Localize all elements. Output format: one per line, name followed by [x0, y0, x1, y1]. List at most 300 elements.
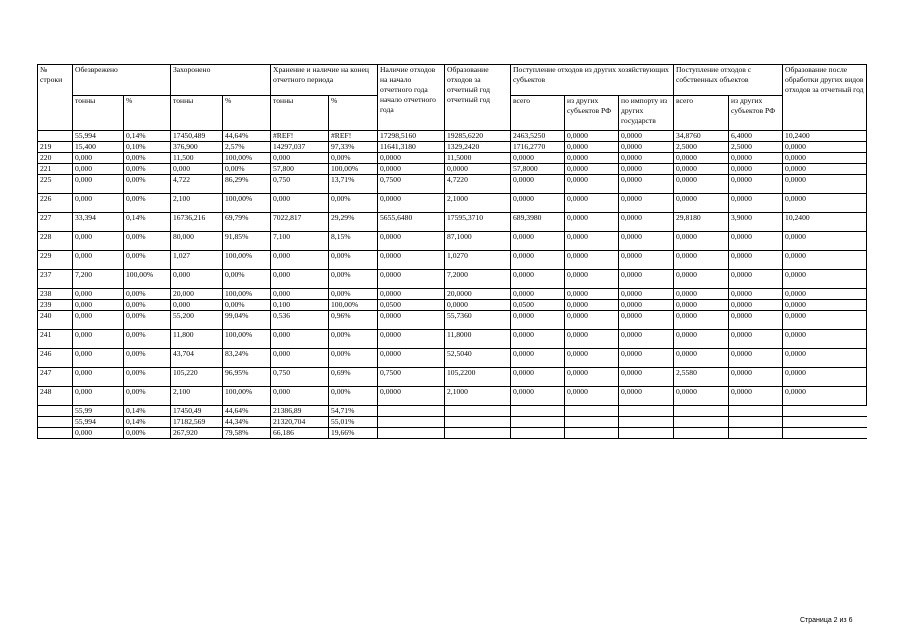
table-cell: 0,0000 — [783, 141, 867, 152]
table-row — [38, 141, 867, 152]
header-received-own: Поступление отходов с собственных объектов — [674, 65, 783, 96]
table-cell: 0,0000 — [674, 193, 729, 212]
table-cell: 0,00% — [124, 310, 171, 329]
table-cell: 0,0000 — [619, 250, 674, 269]
table-cell: 21320,704 — [271, 416, 329, 427]
table-cell: 0,14% — [124, 130, 171, 141]
table-cell: 0,00% — [329, 269, 378, 288]
table-cell: 55,7360 — [445, 310, 511, 329]
table-cell: 100,00% — [223, 288, 271, 299]
table-cell: 0,00% — [124, 367, 171, 386]
table-cell: 0,000 — [271, 329, 329, 348]
table-cell: 0,0000 — [511, 386, 565, 405]
table-cell: 55,01% — [329, 416, 378, 427]
table-cell: 221 — [38, 163, 73, 174]
table-cell: 0,0000 — [378, 348, 445, 367]
table-cell: 0,14% — [124, 416, 171, 427]
table-cell: 0,10% — [124, 141, 171, 152]
table-cell: 0,00% — [124, 163, 171, 174]
table-cell: 0,000 — [271, 250, 329, 269]
table-cell: 17182,569 — [171, 416, 223, 427]
table-cell: 0,000 — [73, 174, 124, 193]
table-cell: 0,0500 — [511, 299, 565, 310]
table-cell: 17450,489 — [171, 130, 223, 141]
header-buried-tonnes: тонны — [171, 95, 223, 130]
header-row-2 — [38, 95, 867, 130]
table-cell: 57,800 — [271, 163, 329, 174]
footer-row — [38, 427, 867, 438]
table-cell: 91,85% — [223, 231, 271, 250]
table-cell: 2,1000 — [445, 193, 511, 212]
table-cell: 0,0000 — [674, 299, 729, 310]
footer-row — [38, 405, 867, 416]
table-cell: 0,0000 — [729, 174, 783, 193]
table-cell: 228 — [38, 231, 73, 250]
table-cell: 0,00% — [124, 152, 171, 163]
table-row — [38, 152, 867, 163]
table-cell-empty — [378, 405, 445, 416]
table-cell: 0,0000 — [565, 231, 619, 250]
table-cell: 55,99 — [73, 405, 124, 416]
table-cell: #REF! — [329, 130, 378, 141]
header-storage: Хранение и наличие на конец отчетного периода — [271, 65, 378, 96]
table-cell: 0,100 — [271, 299, 329, 310]
table-row — [38, 386, 867, 405]
table-cell: 0,00% — [124, 288, 171, 299]
table-cell: 247 — [38, 367, 73, 386]
table-cell: 0,0000 — [565, 367, 619, 386]
table-cell: 0,00% — [124, 174, 171, 193]
table-cell: 0,0000 — [674, 329, 729, 348]
table-cell: 0,0000 — [378, 193, 445, 212]
table-cell: 20,000 — [171, 288, 223, 299]
table-cell: 0,0000 — [445, 299, 511, 310]
table-cell: 0,0000 — [511, 193, 565, 212]
table-cell: 2,5000 — [674, 141, 729, 152]
table-cell: 0,00% — [124, 193, 171, 212]
table-cell: 2,100 — [171, 193, 223, 212]
header-neutralized: Обезврежено — [73, 65, 171, 96]
table-cell: 237 — [38, 269, 73, 288]
table-cell: 55,994 — [73, 130, 124, 141]
table-cell: 0,0000 — [511, 367, 565, 386]
table-cell: 0,0000 — [674, 250, 729, 269]
table-cell: 0,0000 — [378, 163, 445, 174]
table-cell: 0,0000 — [729, 269, 783, 288]
table-body — [38, 65, 867, 439]
table-cell: 0,0000 — [565, 130, 619, 141]
table-cell: 0,0000 — [729, 386, 783, 405]
table-cell: 0,0000 — [619, 141, 674, 152]
table-cell: 241 — [38, 329, 73, 348]
table-cell: 99,04% — [223, 310, 271, 329]
table-cell: 0,00% — [124, 231, 171, 250]
table-cell: 0,0000 — [378, 269, 445, 288]
table-cell — [38, 130, 73, 141]
table-cell: 220 — [38, 152, 73, 163]
table-cell: 0,0000 — [674, 152, 729, 163]
table-row — [38, 348, 867, 367]
header-neutralized-percent: % — [124, 95, 171, 130]
table-cell: 0,000 — [73, 427, 124, 438]
table-cell: 0,0000 — [729, 163, 783, 174]
table-cell: 0,000 — [73, 329, 124, 348]
table-cell: 100,00% — [223, 386, 271, 405]
table-cell: 100,00% — [223, 152, 271, 163]
table-cell: 11,8000 — [445, 329, 511, 348]
header-storage-tonnes: тонны — [271, 95, 329, 130]
table-cell: 0,000 — [73, 193, 124, 212]
table-cell: 0,0000 — [565, 250, 619, 269]
table-cell: 2463,5250 — [511, 130, 565, 141]
table-cell: 100,00% — [329, 163, 378, 174]
table-cell: 66,186 — [271, 427, 329, 438]
table-cell: 2,100 — [171, 386, 223, 405]
table-cell: 240 — [38, 310, 73, 329]
table-cell: 0,00% — [329, 329, 378, 348]
table-cell: 0,0000 — [729, 367, 783, 386]
table-cell: 96,95% — [223, 367, 271, 386]
table-cell: 6,4000 — [729, 130, 783, 141]
table-cell: 8,15% — [329, 231, 378, 250]
table-cell: 229 — [38, 250, 73, 269]
table-cell: 0,0000 — [619, 367, 674, 386]
table-cell — [38, 405, 73, 416]
table-cell — [38, 427, 73, 438]
table-cell: 2,1000 — [445, 386, 511, 405]
table-cell: 0,0000 — [565, 288, 619, 299]
table-cell: 0,000 — [271, 386, 329, 405]
table-cell: 3,9000 — [729, 212, 783, 231]
table-cell: 7022,817 — [271, 212, 329, 231]
table-cell: 21386,89 — [271, 405, 329, 416]
table-cell: 0,000 — [73, 299, 124, 310]
table-cell-empty — [445, 416, 511, 427]
table-cell: 0,750 — [271, 174, 329, 193]
table-cell: 0,00% — [329, 193, 378, 212]
table-cell: 2,5000 — [729, 141, 783, 152]
table-cell: 0,0000 — [674, 174, 729, 193]
table-cell: 0,000 — [171, 299, 223, 310]
table-cell: 33,394 — [73, 212, 124, 231]
table-cell: 43,704 — [171, 348, 223, 367]
table-cell: 20,0000 — [445, 288, 511, 299]
table-cell: 0,0000 — [565, 193, 619, 212]
table-cell: 0,0000 — [674, 163, 729, 174]
table-cell: 0,0000 — [729, 288, 783, 299]
table-cell: 11,500 — [171, 152, 223, 163]
table-cell: 0,000 — [73, 163, 124, 174]
table-cell: 19,66% — [329, 427, 378, 438]
table-cell: 29,8180 — [674, 212, 729, 231]
table-cell: 0,0000 — [565, 299, 619, 310]
table-cell: 1,0270 — [445, 250, 511, 269]
table-row — [38, 231, 867, 250]
header-start: Наличие отходов на начало отчетного года — [378, 65, 445, 96]
table-cell: 0,0000 — [729, 329, 783, 348]
table-cell: 11,800 — [171, 329, 223, 348]
table-cell: 7,2000 — [445, 269, 511, 288]
table-cell: 225 — [38, 174, 73, 193]
table-cell: 0,0000 — [619, 348, 674, 367]
table-cell: 0,000 — [73, 348, 124, 367]
table-cell: 0,0000 — [511, 231, 565, 250]
table-cell: 0,0000 — [619, 212, 674, 231]
table-cell: 0,0000 — [511, 250, 565, 269]
table-cell: 0,0000 — [674, 288, 729, 299]
table-cell: 0,0000 — [619, 386, 674, 405]
table-cell: 69,79% — [223, 212, 271, 231]
table-cell: 0,0000 — [619, 130, 674, 141]
table-cell: 0,0000 — [565, 141, 619, 152]
table-cell: 79,58% — [223, 427, 271, 438]
table-cell: 83,24% — [223, 348, 271, 367]
header-own-from-subjects: из других субъектов РФ — [729, 95, 783, 130]
table-cell-empty — [619, 427, 674, 438]
table-cell: 97,33% — [329, 141, 378, 152]
table-cell: 0,0000 — [619, 329, 674, 348]
table-cell: 1,027 — [171, 250, 223, 269]
table-cell: 0,0000 — [783, 367, 867, 386]
table-cell: 44,64% — [223, 130, 271, 141]
table-cell: 55,200 — [171, 310, 223, 329]
table-cell: 14297,037 — [271, 141, 329, 152]
table-cell-empty — [565, 416, 619, 427]
table-row — [38, 299, 867, 310]
table-cell-empty — [445, 405, 511, 416]
table-cell: 0,0000 — [783, 386, 867, 405]
table-cell: 0,000 — [171, 163, 223, 174]
table-cell: 0,00% — [124, 348, 171, 367]
table-cell: 0,0000 — [565, 212, 619, 231]
table-cell: 0,000 — [171, 269, 223, 288]
table-cell: 2,5580 — [674, 367, 729, 386]
table-cell: 0,00% — [223, 163, 271, 174]
table-cell: 100,00% — [223, 193, 271, 212]
table-cell: 0,0000 — [511, 348, 565, 367]
table-cell-empty — [378, 427, 445, 438]
table-cell: 0,0000 — [565, 310, 619, 329]
table-cell: 0,14% — [124, 212, 171, 231]
table-cell: 0,0000 — [565, 174, 619, 193]
summary-row — [38, 130, 867, 141]
table-cell: 0,000 — [73, 152, 124, 163]
table-cell: 0,00% — [329, 386, 378, 405]
table-row — [38, 174, 867, 193]
page-number: Страница 2 из 6 — [800, 617, 853, 624]
table-cell: 0,0000 — [511, 288, 565, 299]
table-cell: 0,0000 — [378, 310, 445, 329]
table-cell: 0,00% — [124, 299, 171, 310]
table-cell: 0,0000 — [729, 348, 783, 367]
table-cell: 10,2400 — [783, 130, 867, 141]
table-cell: 0,000 — [73, 231, 124, 250]
table-cell: 0,14% — [124, 405, 171, 416]
table-cell: 105,220 — [171, 367, 223, 386]
table-cell: 0,0000 — [729, 299, 783, 310]
table-cell-empty — [511, 427, 565, 438]
table-cell: 0,0000 — [783, 231, 867, 250]
table-cell: 0,0000 — [783, 269, 867, 288]
table-cell-empty — [674, 405, 729, 416]
table-cell-empty — [619, 416, 674, 427]
table-cell: 0,0000 — [619, 269, 674, 288]
header-buried-percent: % — [223, 95, 271, 130]
table-cell: 4,722 — [171, 174, 223, 193]
table-row — [38, 367, 867, 386]
table-cell: 11641,3180 — [378, 141, 445, 152]
table-cell: 0,000 — [271, 269, 329, 288]
table-cell: 100,00% — [223, 329, 271, 348]
table-cell: 54,71% — [329, 405, 378, 416]
table-cell: 0,0000 — [783, 310, 867, 329]
table-cell-empty — [783, 405, 867, 416]
table-row — [38, 250, 867, 269]
header-row-number: № строки — [38, 65, 73, 131]
table-cell: 0,0000 — [619, 299, 674, 310]
table-cell-empty — [783, 427, 867, 438]
table-cell: 1329,2420 — [445, 141, 511, 152]
table-row — [38, 212, 867, 231]
table-cell: 0,96% — [329, 310, 378, 329]
table-cell: 238 — [38, 288, 73, 299]
table-cell: 17450,49 — [171, 405, 223, 416]
table-cell: 0,0000 — [674, 310, 729, 329]
table-cell: 0,0000 — [674, 231, 729, 250]
table-cell: 0,0000 — [378, 386, 445, 405]
table-cell: 267,920 — [171, 427, 223, 438]
table-cell: 0,0000 — [511, 310, 565, 329]
table-cell-empty — [729, 405, 783, 416]
table-cell: 100,00% — [329, 299, 378, 310]
table-cell-empty — [619, 405, 674, 416]
table-cell: 689,3980 — [511, 212, 565, 231]
table-row — [38, 269, 867, 288]
header-formed: Образование отходов за отчетный год — [445, 65, 511, 96]
table-cell: 0,00% — [223, 299, 271, 310]
table-cell: 0,0000 — [378, 250, 445, 269]
table-cell: 227 — [38, 212, 73, 231]
header-storage-percent: % — [329, 95, 378, 130]
table-cell: 0,00% — [329, 348, 378, 367]
table-cell: 0,0000 — [511, 329, 565, 348]
header-formed-cont: отчетный год — [445, 95, 511, 130]
table-cell: 0,0000 — [619, 163, 674, 174]
table-cell: 0,0000 — [674, 348, 729, 367]
table-cell: 0,000 — [73, 250, 124, 269]
table-cell: 15,400 — [73, 141, 124, 152]
table-cell: 0,0000 — [729, 250, 783, 269]
table-cell: 0,00% — [329, 152, 378, 163]
table-cell: 0,0000 — [565, 348, 619, 367]
header-neutralized-tonnes: тонны — [73, 95, 124, 130]
table-cell-empty — [511, 405, 565, 416]
table-cell-empty — [378, 416, 445, 427]
table-cell: 11,5000 — [445, 152, 511, 163]
table-cell: 0,000 — [271, 288, 329, 299]
table-cell: 0,0000 — [378, 152, 445, 163]
table-cell: 86,29% — [223, 174, 271, 193]
footer-row — [38, 416, 867, 427]
table-cell: 0,0500 — [378, 299, 445, 310]
header-received-total: всего — [511, 95, 565, 130]
table-cell: 44,34% — [223, 416, 271, 427]
table-cell: 0,0000 — [729, 231, 783, 250]
table-cell: 0,000 — [73, 310, 124, 329]
table-cell: 376,900 — [171, 141, 223, 152]
header-formed-after: Образование после обработки других видов отходов за отчетный год — [783, 65, 867, 131]
table-cell: 0,000 — [271, 348, 329, 367]
table-cell: 5655,6480 — [378, 212, 445, 231]
table-cell: 4,7220 — [445, 174, 511, 193]
header-start-cont: начало отчетного года — [378, 95, 445, 130]
table-row — [38, 163, 867, 174]
table-cell: 0,0000 — [674, 269, 729, 288]
table-cell: 0,0000 — [511, 174, 565, 193]
table-cell: 0,0000 — [783, 329, 867, 348]
table-cell: 226 — [38, 193, 73, 212]
table-cell: 80,000 — [171, 231, 223, 250]
table-cell: 0,0000 — [565, 163, 619, 174]
table-cell: 105,2200 — [445, 367, 511, 386]
table-cell: 0,00% — [124, 329, 171, 348]
table-cell: 1716,2770 — [511, 141, 565, 152]
table-cell: 219 — [38, 141, 73, 152]
table-cell: 0,0000 — [783, 174, 867, 193]
table-cell-empty — [511, 416, 565, 427]
table-row — [38, 193, 867, 212]
table-cell: 0,00% — [124, 250, 171, 269]
table-cell: 0,0000 — [565, 386, 619, 405]
header-own-total: всего — [674, 95, 729, 130]
table-cell: 0,0000 — [783, 348, 867, 367]
table-cell: 0,000 — [73, 386, 124, 405]
table-cell: 0,000 — [271, 152, 329, 163]
table-cell: 0,0000 — [565, 152, 619, 163]
table-row — [38, 329, 867, 348]
waste-report-table — [37, 64, 867, 439]
table-cell: 55,994 — [73, 416, 124, 427]
table-cell: 0,0000 — [445, 163, 511, 174]
table-cell: 10,2400 — [783, 212, 867, 231]
table-cell: 0,0000 — [783, 163, 867, 174]
table-cell: 0,0000 — [729, 193, 783, 212]
table-cell: 0,0000 — [565, 329, 619, 348]
table-cell: 0,0000 — [619, 231, 674, 250]
table-cell: 0,000 — [73, 288, 124, 299]
table-cell: 0,0000 — [729, 152, 783, 163]
table-cell: 0,00% — [329, 288, 378, 299]
table-cell: 0,0000 — [783, 299, 867, 310]
table-cell: 0,0000 — [511, 269, 565, 288]
table-cell: 0,0000 — [378, 288, 445, 299]
table-cell: 100,00% — [124, 269, 171, 288]
table-cell: 0,0000 — [619, 310, 674, 329]
table-cell: 0,00% — [223, 269, 271, 288]
table-cell: 0,0000 — [619, 152, 674, 163]
table-cell: 0,0000 — [619, 193, 674, 212]
table-cell: 0,7500 — [378, 174, 445, 193]
table-cell: 0,000 — [73, 367, 124, 386]
table-cell: 7,100 — [271, 231, 329, 250]
table-cell: 0,536 — [271, 310, 329, 329]
table-cell: 0,0000 — [511, 152, 565, 163]
table-cell: 0,0000 — [729, 310, 783, 329]
table-cell: 0,0000 — [783, 288, 867, 299]
table-cell: 0,00% — [329, 250, 378, 269]
header-import: по импорту из других государств — [619, 95, 674, 130]
table-cell: 0,0000 — [619, 288, 674, 299]
